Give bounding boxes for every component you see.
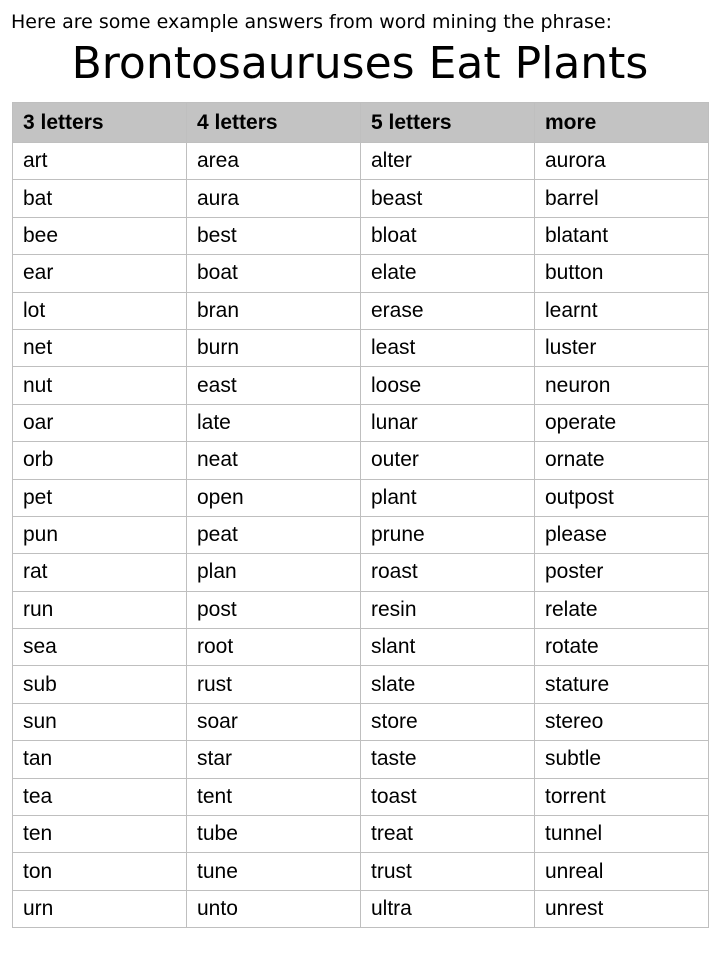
table-cell-4-letters: root (187, 629, 361, 666)
table-cell-3-letters: bat (13, 180, 187, 217)
table-row (13, 367, 709, 404)
table-row (13, 853, 709, 890)
table-cell-4-letters: tune (187, 853, 361, 890)
table-cell-4-letters: soar (187, 703, 361, 740)
table-cell-3-letters: run (13, 591, 187, 628)
column-header-more: more (535, 103, 709, 143)
table-cell-more: tunnel (535, 816, 709, 853)
table-cell-4-letters: post (187, 591, 361, 628)
table-cell-more: please (535, 516, 709, 553)
table-cell-5-letters: toast (361, 778, 535, 815)
table-cell-more: torrent (535, 778, 709, 815)
table-row (13, 180, 709, 217)
table-row (13, 479, 709, 516)
table-cell-3-letters: oar (13, 404, 187, 441)
table-cell-4-letters: area (187, 143, 361, 180)
table-cell-4-letters: plan (187, 554, 361, 591)
table-cell-4-letters: star (187, 741, 361, 778)
table-row (13, 516, 709, 553)
table-cell-3-letters: tan (13, 741, 187, 778)
table-cell-more: aurora (535, 143, 709, 180)
table-body (13, 143, 709, 928)
table-cell-4-letters: boat (187, 255, 361, 292)
table-cell-3-letters: nut (13, 367, 187, 404)
table-cell-3-letters: sun (13, 703, 187, 740)
intro-text: Here are some example answers from word mining the phrase: (11, 11, 613, 33)
table-cell-5-letters: beast (361, 180, 535, 217)
table-cell-4-letters: aura (187, 180, 361, 217)
table-cell-3-letters: orb (13, 442, 187, 479)
table-cell-5-letters: taste (361, 741, 535, 778)
table-cell-5-letters: bloat (361, 217, 535, 254)
table-row (13, 217, 709, 254)
table-cell-4-letters: unto (187, 890, 361, 927)
table-cell-4-letters: burn (187, 329, 361, 366)
table-cell-more: blatant (535, 217, 709, 254)
table-row (13, 666, 709, 703)
table-cell-4-letters: best (187, 217, 361, 254)
table-cell-4-letters: rust (187, 666, 361, 703)
table-cell-more: luster (535, 329, 709, 366)
table-cell-more: operate (535, 404, 709, 441)
table-cell-5-letters: plant (361, 479, 535, 516)
table-row (13, 442, 709, 479)
table-cell-3-letters: pet (13, 479, 187, 516)
table-row (13, 554, 709, 591)
table-row (13, 741, 709, 778)
table-cell-more: poster (535, 554, 709, 591)
table-cell-5-letters: outer (361, 442, 535, 479)
table-cell-5-letters: lunar (361, 404, 535, 441)
table-row (13, 629, 709, 666)
table-cell-5-letters: slant (361, 629, 535, 666)
table-cell-more: rotate (535, 629, 709, 666)
table-cell-4-letters: late (187, 404, 361, 441)
table-cell-5-letters: erase (361, 292, 535, 329)
table-cell-3-letters: ten (13, 816, 187, 853)
table-cell-more: subtle (535, 741, 709, 778)
table-cell-5-letters: prune (361, 516, 535, 553)
table-cell-more: outpost (535, 479, 709, 516)
table-cell-4-letters: bran (187, 292, 361, 329)
table-cell-more: unrest (535, 890, 709, 927)
table-cell-3-letters: sea (13, 629, 187, 666)
column-header-3-letters: 3 letters (13, 103, 187, 143)
table-cell-4-letters: peat (187, 516, 361, 553)
table-cell-more: ornate (535, 442, 709, 479)
page-title: Brontosauruses Eat Plants (71, 38, 649, 89)
table-cell-3-letters: ton (13, 853, 187, 890)
table-cell-4-letters: neat (187, 442, 361, 479)
table-row (13, 255, 709, 292)
table-cell-3-letters: lot (13, 292, 187, 329)
table-cell-5-letters: ultra (361, 890, 535, 927)
table-cell-more: unreal (535, 853, 709, 890)
table-header (13, 103, 709, 143)
table-cell-3-letters: rat (13, 554, 187, 591)
table-cell-5-letters: roast (361, 554, 535, 591)
table-cell-3-letters: pun (13, 516, 187, 553)
table-cell-3-letters: ear (13, 255, 187, 292)
table-cell-more: neuron (535, 367, 709, 404)
word-table (12, 102, 709, 928)
table-cell-more: barrel (535, 180, 709, 217)
table-cell-3-letters: bee (13, 217, 187, 254)
table-row (13, 143, 709, 180)
table-cell-5-letters: least (361, 329, 535, 366)
table-cell-more: learnt (535, 292, 709, 329)
table-cell-5-letters: slate (361, 666, 535, 703)
table-cell-4-letters: open (187, 479, 361, 516)
table-cell-3-letters: tea (13, 778, 187, 815)
column-header-4-letters: 4 letters (187, 103, 361, 143)
table-row (13, 890, 709, 927)
table-cell-3-letters: art (13, 143, 187, 180)
table-row (13, 292, 709, 329)
table-cell-more: stature (535, 666, 709, 703)
table-cell-5-letters: treat (361, 816, 535, 853)
table-cell-more: button (535, 255, 709, 292)
table-cell-5-letters: resin (361, 591, 535, 628)
table-cell-5-letters: store (361, 703, 535, 740)
table-row (13, 816, 709, 853)
table-cell-5-letters: trust (361, 853, 535, 890)
table-cell-5-letters: loose (361, 367, 535, 404)
table-cell-more: relate (535, 591, 709, 628)
table-cell-5-letters: alter (361, 143, 535, 180)
table-cell-4-letters: tube (187, 816, 361, 853)
table-row (13, 329, 709, 366)
header-row (13, 103, 709, 143)
table-row (13, 591, 709, 628)
table-row (13, 404, 709, 441)
table-cell-4-letters: tent (187, 778, 361, 815)
table-row (13, 703, 709, 740)
table-cell-more: stereo (535, 703, 709, 740)
table-cell-5-letters: elate (361, 255, 535, 292)
column-header-5-letters: 5 letters (361, 103, 535, 143)
table-cell-4-letters: east (187, 367, 361, 404)
table-cell-3-letters: urn (13, 890, 187, 927)
table-cell-3-letters: sub (13, 666, 187, 703)
table-cell-3-letters: net (13, 329, 187, 366)
table-row (13, 778, 709, 815)
